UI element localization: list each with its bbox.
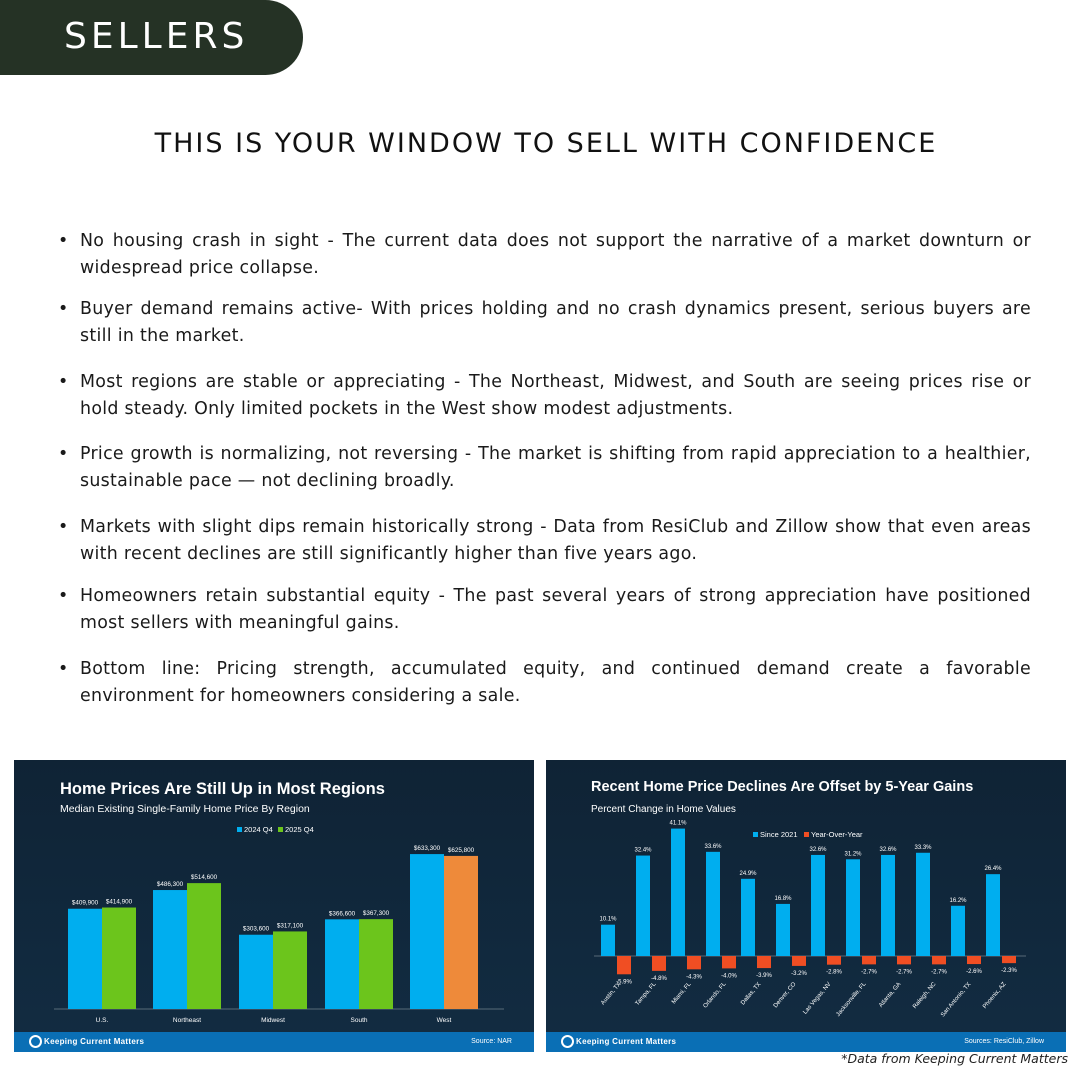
data-label: 24.9% bbox=[739, 870, 757, 877]
chart-title: Recent Home Price Declines Are Offset by 5-Year Gains bbox=[591, 779, 974, 795]
chart-source: Sources: ResiClub, Zillow bbox=[964, 1038, 1044, 1045]
bullet-item: • Buyer demand remains active- With prices holding and no crash dynamics present, serious buyers are still in the market. bbox=[58, 296, 1031, 350]
data-label: 41.1% bbox=[669, 820, 687, 827]
data-label: -2.6% bbox=[966, 969, 982, 976]
bar bbox=[187, 883, 221, 1009]
bar bbox=[273, 931, 307, 1009]
data-label: 33.3% bbox=[914, 844, 932, 851]
data-label: 16.2% bbox=[949, 897, 967, 904]
category-label: Phoenix, AZ bbox=[982, 981, 1008, 1011]
data-label: $367,300 bbox=[362, 910, 390, 918]
regional-price-chart bbox=[14, 760, 534, 1052]
bar bbox=[636, 856, 650, 956]
category-label: South bbox=[350, 1017, 368, 1024]
bar bbox=[687, 956, 701, 969]
data-label: $303,600 bbox=[242, 925, 270, 933]
category-label: Orlando, FL bbox=[702, 981, 728, 1010]
data-label: $514,600 bbox=[190, 874, 218, 882]
data-label: $486,300 bbox=[156, 881, 184, 889]
data-label: -2.3% bbox=[1001, 968, 1017, 975]
data-label: -2.7% bbox=[931, 969, 947, 976]
data-label: -2.7% bbox=[896, 969, 912, 976]
bar bbox=[617, 956, 631, 974]
page-headline: THIS IS YOUR WINDOW TO SELL WITH CONFIDENCE bbox=[154, 128, 938, 159]
bar bbox=[706, 852, 720, 956]
bullet-item: • Price growth is normalizing, not reversing - The market is shifting from rapid appreciation to a healthier, sustainable pace — not declining broadly. bbox=[58, 441, 1031, 495]
legend-swatch bbox=[753, 832, 758, 837]
bullet-item: • Homeowners retain substantial equity - The past several years of strong appreciation have positioned most sellers with meaningful gains. bbox=[58, 583, 1031, 637]
brand-label: Keeping Current Matters bbox=[576, 1037, 677, 1046]
data-label: $366,600 bbox=[328, 910, 356, 918]
category-label: Jacksonville, FL bbox=[835, 981, 868, 1018]
legend-label: Year-Over-Year bbox=[811, 830, 863, 839]
data-label: 31.2% bbox=[844, 851, 862, 858]
data-label: $409,900 bbox=[71, 899, 99, 907]
category-label: Tampa, FL bbox=[634, 981, 658, 1008]
data-label: -3.9% bbox=[756, 973, 772, 980]
brand-label: Keeping Current Matters bbox=[44, 1037, 145, 1046]
category-label: Austin, TX bbox=[600, 981, 623, 1007]
chart-footer bbox=[546, 1032, 1066, 1052]
bar bbox=[741, 879, 755, 956]
footnote: *Data from Keeping Current Matters bbox=[841, 1051, 1068, 1066]
bar bbox=[951, 906, 965, 956]
kcm-logo-icon bbox=[561, 1035, 574, 1048]
bar bbox=[792, 956, 806, 966]
chart-plot bbox=[14, 760, 534, 1052]
bar bbox=[410, 854, 444, 1009]
category-label: Denver, CO bbox=[772, 981, 798, 1010]
data-label: 32.6% bbox=[809, 846, 827, 853]
chart-plot bbox=[546, 760, 1066, 1052]
bar bbox=[846, 859, 860, 956]
data-label: 32.6% bbox=[879, 846, 897, 853]
bar bbox=[881, 855, 895, 956]
chart-footer bbox=[14, 1032, 534, 1052]
sellers-badge bbox=[0, 0, 303, 75]
data-label: 26.4% bbox=[984, 866, 1002, 873]
kcm-logo-icon bbox=[29, 1035, 42, 1048]
bar bbox=[862, 956, 876, 964]
data-label: -4.0% bbox=[721, 973, 737, 980]
bar bbox=[897, 956, 911, 964]
data-label: -5.9% bbox=[616, 979, 632, 986]
bar bbox=[986, 874, 1000, 956]
data-label: -4.8% bbox=[651, 975, 667, 982]
bar bbox=[652, 956, 666, 971]
legend-swatch bbox=[278, 827, 283, 832]
bar bbox=[671, 829, 685, 956]
bar bbox=[1002, 956, 1016, 963]
legend-swatch bbox=[804, 832, 809, 837]
category-label: U.S. bbox=[95, 1017, 109, 1024]
legend-swatch bbox=[237, 827, 242, 832]
bar bbox=[776, 904, 790, 956]
bar bbox=[102, 908, 136, 1009]
data-label: 16.8% bbox=[774, 895, 792, 902]
category-label: Atlanta, GA bbox=[878, 981, 903, 1009]
badge-label: SELLERS bbox=[64, 16, 249, 57]
bar bbox=[967, 956, 981, 964]
bar bbox=[932, 956, 946, 964]
category-label: Las Vegas, NV bbox=[802, 981, 833, 1016]
bar bbox=[757, 956, 771, 968]
data-label: -4.3% bbox=[686, 974, 702, 981]
bar bbox=[722, 956, 736, 968]
category-label: Miami, FL bbox=[671, 981, 693, 1006]
bar bbox=[444, 856, 478, 1009]
data-label: -3.2% bbox=[791, 970, 807, 977]
metro-decline-chart bbox=[546, 760, 1066, 1052]
bar bbox=[827, 956, 841, 965]
chart-title: Home Prices Are Still Up in Most Regions bbox=[60, 780, 385, 798]
data-label: -2.8% bbox=[826, 969, 842, 976]
bar bbox=[68, 909, 102, 1009]
legend-label: 2025 Q4 bbox=[285, 825, 314, 834]
legend-label: Since 2021 bbox=[760, 830, 798, 839]
bullet-item: • No housing crash in sight - The current data does not support the narrative of a market downturn or widespread price collapse. bbox=[58, 228, 1031, 282]
bar bbox=[153, 890, 187, 1009]
bullet-item: • Bottom line: Pricing strength, accumulated equity, and continued demand create a favorable environment for homeowners considering a sale. bbox=[58, 656, 1031, 710]
category-label: Raleigh, NC bbox=[912, 981, 938, 1011]
data-label: 33.6% bbox=[704, 843, 722, 850]
category-label: Dallas, TX bbox=[740, 981, 763, 1007]
category-label: San Antonio, TX bbox=[940, 981, 973, 1019]
bar bbox=[601, 925, 615, 956]
bar bbox=[811, 855, 825, 956]
category-label: West bbox=[436, 1017, 452, 1024]
chart-subtitle: Percent Change in Home Values bbox=[591, 804, 736, 815]
data-label: $625,800 bbox=[447, 846, 475, 854]
data-label: 10.1% bbox=[599, 916, 617, 923]
chart-source: Source: NAR bbox=[471, 1038, 512, 1045]
bullet-list bbox=[58, 228, 1031, 710]
data-label: $414,900 bbox=[105, 898, 133, 906]
bullet-item: • Most regions are stable or appreciating - The Northeast, Midwest, and South are seeing prices rise or hold steady. Only limited pockets in the West show modest adjustments. bbox=[58, 369, 1031, 423]
bar bbox=[239, 935, 273, 1009]
bullet-item: • Markets with slight dips remain historically strong - Data from ResiClub and Zillow show that even areas with recent declines are still significantly higher than five years ago. bbox=[58, 514, 1031, 568]
data-label: $317,100 bbox=[276, 922, 304, 930]
category-label: Northeast bbox=[172, 1017, 202, 1024]
category-label: Midwest bbox=[261, 1017, 285, 1024]
data-label: $633,300 bbox=[413, 845, 441, 853]
bar bbox=[359, 919, 393, 1009]
legend-label: 2024 Q4 bbox=[244, 825, 273, 834]
data-label: 32.4% bbox=[634, 847, 652, 854]
bar bbox=[325, 919, 359, 1009]
data-label: -2.7% bbox=[861, 969, 877, 976]
chart-subtitle: Median Existing Single-Family Home Price By Region bbox=[60, 803, 310, 815]
bar bbox=[916, 853, 930, 956]
